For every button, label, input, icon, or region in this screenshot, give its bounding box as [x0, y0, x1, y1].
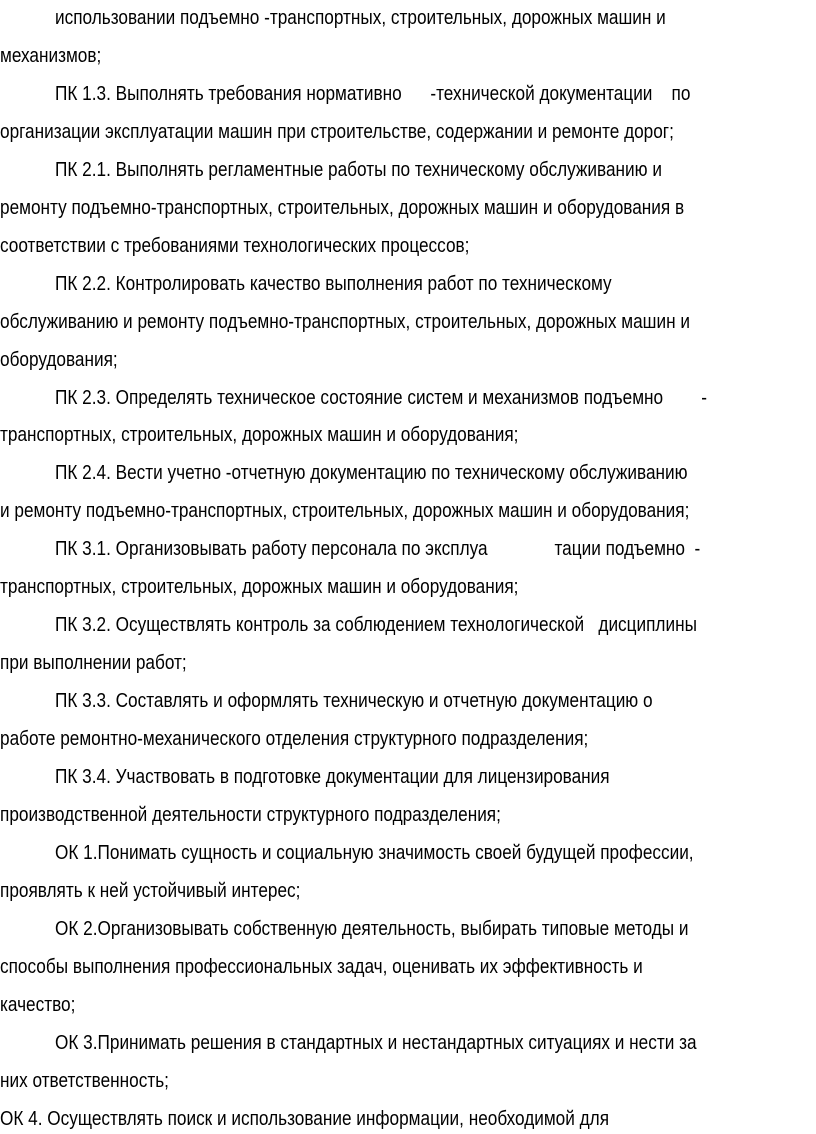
text-line: них ответственность; [0, 1069, 169, 1092]
text-line: и ремонту подъемно-транспортных, строительных, дорожных машин и оборудования; [0, 500, 690, 523]
text-line: транспортных, строительных, дорожных машин и оборудования; [0, 424, 519, 447]
text-line: ОК 2.Организовывать собственную деятельность, выбирать типовые методы и [55, 917, 689, 940]
text-line: проявлять к ней устойчивый интерес; [0, 879, 301, 902]
text-line: оборудования; [0, 348, 118, 371]
text-line: ремонту подъемно-транспортных, строительных, дорожных машин и оборудования в [0, 196, 685, 219]
text-line: ПК 3.1. Организовывать работу персонала по эксплуа тации подъемно - [55, 538, 701, 561]
text-line: ПК 1.3. Выполнять требования нормативно -технической документации по [55, 82, 691, 105]
text-line: транспортных, строительных, дорожных машин и оборудования; [0, 576, 519, 599]
text-line: ПК 2.3. Определять техническое состояние систем и механизмов подъемно - [55, 386, 708, 409]
text-line: производственной деятельности структурного подразделения; [0, 803, 501, 826]
text-line: ПК 2.1. Выполнять регламентные работы по техническому обслуживанию и [55, 158, 662, 181]
text-line: качество; [0, 993, 76, 1016]
text-line: работе ремонтно-механического отделения структурного подразделения; [0, 728, 589, 751]
text-line: ПК 3.2. Осуществлять контроль за соблюдением технологической дисциплины [55, 614, 697, 637]
text-line: ОК 4. Осуществлять поиск и использование информации, необходимой для [0, 1107, 610, 1130]
text-line: организации эксплуатации машин при строительстве, содержании и ремонте дорог; [0, 120, 674, 143]
text-line: ПК 3.3. Составлять и оформлять техническую и отчетную документацию о [55, 690, 653, 713]
text-line: обслуживанию и ремонту подъемно-транспортных, строительных, дорожных машин и [0, 310, 690, 333]
text-line: использовании подъемно -транспортных, строительных, дорожных машин и [55, 7, 666, 29]
text-line: ОК 3.Принимать решения в стандартных и нестандартных ситуациях и нести за [55, 1031, 697, 1054]
text-line: ПК 2.4. Вести учетно -отчетную документацию по техническому обслуживанию [55, 462, 688, 485]
text-line: ОК 1.Понимать сущность и социальную значимость своей будущей профессии, [55, 841, 694, 864]
text-line: соответствии с требованиями технологических процессов; [0, 234, 470, 257]
text-line: при выполнении работ; [0, 652, 187, 675]
text-line: ПК 3.4. Участвовать в подготовке документации для лицензирования [55, 766, 610, 788]
text-line: способы выполнения профессиональных задач, оценивать их эффективность и [0, 955, 643, 978]
text-line: ПК 2.2. Контролировать качество выполнения работ по техническому [55, 272, 612, 295]
text-line: механизмов; [0, 44, 102, 67]
